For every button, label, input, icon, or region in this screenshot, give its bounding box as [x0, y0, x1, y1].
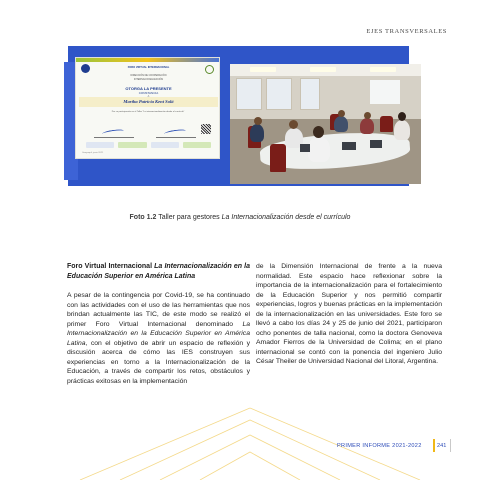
- page-edge-tick: [450, 439, 451, 452]
- figure-caption: [0, 214, 480, 221]
- qr-code-icon: [201, 124, 211, 134]
- article-left-column: [67, 262, 250, 386]
- certificate-line-1: DIRECCIÓN DE COOPERACIÓN: [130, 74, 167, 77]
- signature-left: [94, 128, 134, 138]
- article-right-column: [256, 262, 442, 367]
- certificate-line-2: INTERNACIONALIZACIÓN: [133, 78, 164, 81]
- certificate-otorga: OTORGA LA PRESENTE: [125, 86, 172, 91]
- certificate-footer: Guayaquil, junio 2021: [82, 152, 104, 154]
- article-title-italic: La Internacionalización en la Educación Superior en América Latina: [67, 263, 250, 280]
- section-tag: EJES TRANSVERSALES: [366, 28, 447, 35]
- certificate-image: [75, 57, 220, 159]
- signature-right: [156, 128, 196, 138]
- caption-text: Taller para gestores: [158, 214, 220, 221]
- certificate-constancia: CONSTANCIA: [138, 91, 159, 95]
- certificate-description: Por su participación en el Taller “La internacionalización desde el currículo”: [111, 111, 185, 113]
- caption-label: Foto 1.2: [129, 214, 157, 221]
- footer-divider: [433, 439, 435, 452]
- article-right-paragraph: de la Dimensión Internacional de frente a la nueva normalidad. Este espacio hace reflexionar sobre la importancia de la internacionalización para el fortalecimiento de la Educación Superior y nos permitió compartir experiencias, logros y buenas prácticas en la implementación de la internacionalización en las universidades. Este foro se llevó a cabo los días 24 y 25 de junio del 2021, participaron ocho ponentes de talla nacional, como la doctora Genoveva Amador Fierros de la Universidad de Colima; en el plano internacional se contó con la ponencia del ingeniero Julio César Theiler de Universidad Nacional del Litoral, Argentina.: [256, 263, 442, 366]
- university-seal-icon: [81, 64, 90, 73]
- forum-logo-icon: [205, 65, 214, 74]
- article-title-part1: Foro Virtual Internacional: [67, 263, 155, 270]
- certificate-recipient: Martha Patricia Kent Solá: [123, 99, 174, 104]
- certificate-top-bar: [76, 58, 219, 62]
- meeting-photo: [230, 64, 421, 184]
- article-left-paragraph: [67, 291, 250, 386]
- left-paragraph-end: , con el objetivo de abrir un espacio de reflexión y discusión acerca de cómo las IES construyen sus experiencias en torno a la Internacionalización de la Educación, a través de compartir los retos, obstáculos y prácticas exitosas en la implementación: [67, 339, 250, 385]
- report-label: PRIMER INFORME 2021-2022: [337, 443, 422, 449]
- page-number: 241: [437, 443, 447, 449]
- certificate-event-title: FORO VIRTUAL INTERNACIONAL: [127, 66, 170, 69]
- left-paragraph-start: A pesar de la contingencia por Covid-19, se ha continuado con las actividades con el uso de las herramientas que nos brindan actualmente las TIC, de este modo se realizó el primer Foro Virtual Internacional denominado: [67, 292, 250, 328]
- caption-italic: La Internacionalización desde el currículo: [221, 214, 351, 221]
- article-title: [67, 262, 250, 281]
- decorative-lines: [0, 380, 480, 480]
- left-paragraph-italic: La Internacionalización en la Educación Superior en América Latina: [67, 320, 250, 347]
- certificate-logos-row: [86, 142, 211, 148]
